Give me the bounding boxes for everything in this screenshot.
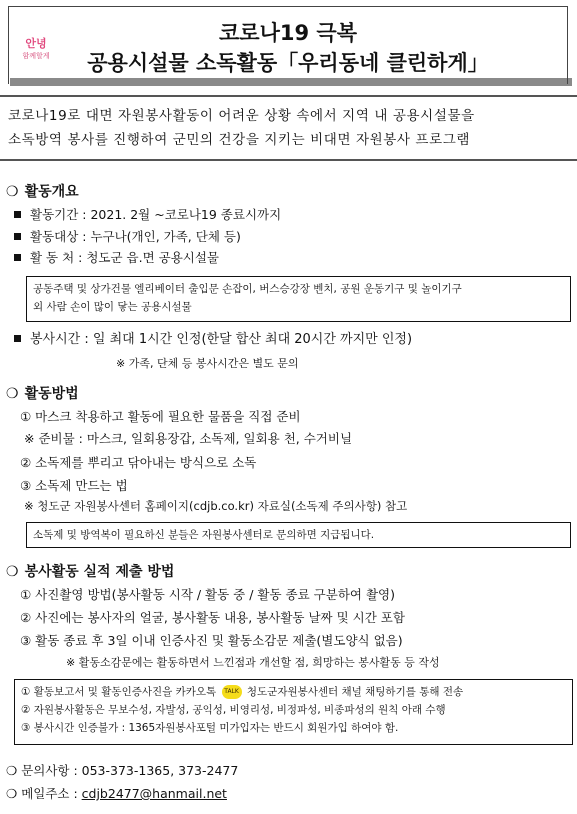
submit-heading-text: 봉사활동 실적 제출 방법: [24, 564, 175, 580]
submit-step-3: ③ 활동 종료 후 3일 이내 인증사진 및 활동소감문 제출(별도양식 없음): [20, 633, 403, 648]
method-step-1-note: ※ 준비물 : 마스크, 일회용장갑, 소독제, 일회용 천, 수거비닐: [24, 431, 353, 446]
submission-rule-3: ③ 봉사시간 인증불가 : 1365자원봉사포털 미가입자는 반드시 회원가입 하여야 함.: [21, 722, 399, 734]
submit-step-2: ② 사진에는 봉사자의 얼굴, 봉사활동 내용, 봉사활동 날짜 및 시간 포함: [20, 610, 405, 625]
intro-box: [0, 95, 577, 161]
square-bullet-icon: [14, 233, 21, 240]
overview-period-text: 활동기간 : 2021. 2월 ~코로나19 종료시까지: [30, 207, 282, 222]
submission-rules-box: [14, 679, 573, 745]
page-subtitle: 공용시설물 소독활동「우리동네 클린하게」: [87, 51, 489, 75]
submission-rule-1-text-b: 청도군자원봉사센터 채널 채팅하기를 통해 전송: [246, 686, 464, 698]
method-heading-text: 활동방법: [24, 386, 79, 402]
logo-subtext: 함께할게: [22, 52, 50, 60]
intro-line-1: 코로나19로 대면 자원봉사활동이 어려운 상황 속에서 지역 내 공용시설물을: [8, 108, 475, 124]
submit-step-1: ① 사진촬영 방법(봉사활동 시작 / 활동 중 / 활동 종료 구분하여 촬영): [20, 587, 395, 602]
circle-outline-icon: ❍: [6, 564, 19, 580]
circle-outline-icon: ❍: [6, 786, 22, 801]
logo-text: 안녕: [25, 37, 47, 50]
overview-place-text: 활 동 처 : 청도군 읍.면 공용시설물: [30, 250, 220, 265]
contact-phone: [6, 762, 238, 780]
submit-step-3-note: ※ 활동소감문에는 활동하면서 느낀점과 개선할 점, 희망하는 봉사활동 등 작성: [66, 656, 440, 669]
submit-heading: [6, 562, 174, 582]
place-detail-line-1: 공동주택 및 상가건물 엘리베이터 출입문 손잡이, 버스승강장 벤치, 공원 운동기구 및 놀이기구: [33, 283, 462, 295]
supply-notice-box: [26, 522, 571, 548]
contact-phone-value: 053-373-1365, 373-2477: [81, 763, 239, 778]
contact-email: [6, 785, 227, 803]
overview-period: [14, 206, 281, 224]
supply-notice-text: 소독제 및 방역복이 필요하신 분들은 자원봉사센터로 문의하면 지급됩니다.: [33, 529, 375, 541]
email-link[interactable]: cdjb2477@hanmail.net: [81, 786, 227, 801]
overview-hours: [14, 331, 412, 349]
circle-outline-icon: ❍: [6, 386, 19, 402]
square-bullet-icon: [14, 211, 21, 218]
overview-hours-note: ※ 가족, 단체 등 봉사시간은 별도 문의: [116, 357, 299, 370]
overview-target: [14, 228, 241, 246]
intro-line-2: 소독방역 봉사를 진행하여 군민의 건강을 지키는 비대면 자원봉사 프로그램: [8, 132, 470, 148]
overview-heading-text: 활동개요: [24, 184, 79, 200]
circle-outline-icon: ❍: [6, 184, 19, 200]
place-detail-line-2: 외 사람 손이 많이 닿는 공용시설물: [33, 301, 192, 313]
square-bullet-icon: [14, 335, 21, 342]
overview-place: [14, 249, 219, 267]
overview-hours-text: 봉사시간 : 일 최대 1시간 인정(한달 합산 최대 20시간 까지만 인정): [30, 332, 413, 347]
overview-heading: [6, 182, 79, 202]
overview-target-text: 활동대상 : 누구나(개인, 가족, 단체 등): [30, 229, 241, 244]
method-heading: [6, 384, 79, 404]
contact-phone-label: 문의사항 :: [21, 763, 82, 778]
square-bullet-icon: [14, 254, 21, 261]
circle-outline-icon: ❍: [6, 763, 22, 778]
method-step-1: ① 마스크 착용하고 활동에 필요한 물품을 직접 준비: [20, 409, 301, 424]
contact-email-label: 메일주소 :: [21, 786, 82, 801]
submission-rule-1: [21, 683, 566, 701]
method-step-3: ③ 소독제 만드는 법: [20, 478, 128, 493]
method-step-3-note: ※ 청도군 자원봉사센터 홈페이지(cdjb.co.kr) 자료실(소독제 주의사항) 참고: [24, 499, 408, 513]
method-step-2: ② 소독제를 뿌리고 닦아내는 방식으로 소독: [20, 455, 257, 470]
place-detail-box: [26, 276, 571, 322]
title-box: [8, 6, 568, 84]
submission-rule-2: ② 자원봉사활동은 무보수성, 자발성, 공익성, 비영리성, 비정파성, 비종파성의 원칙 아래 수행: [21, 704, 446, 716]
submission-rule-1-text-a: ① 활동보고서 및 활동인증사진을 카카오톡: [21, 686, 217, 698]
page-title: 코로나19 극복: [219, 21, 357, 45]
kakaotalk-icon: TALK: [222, 685, 242, 699]
